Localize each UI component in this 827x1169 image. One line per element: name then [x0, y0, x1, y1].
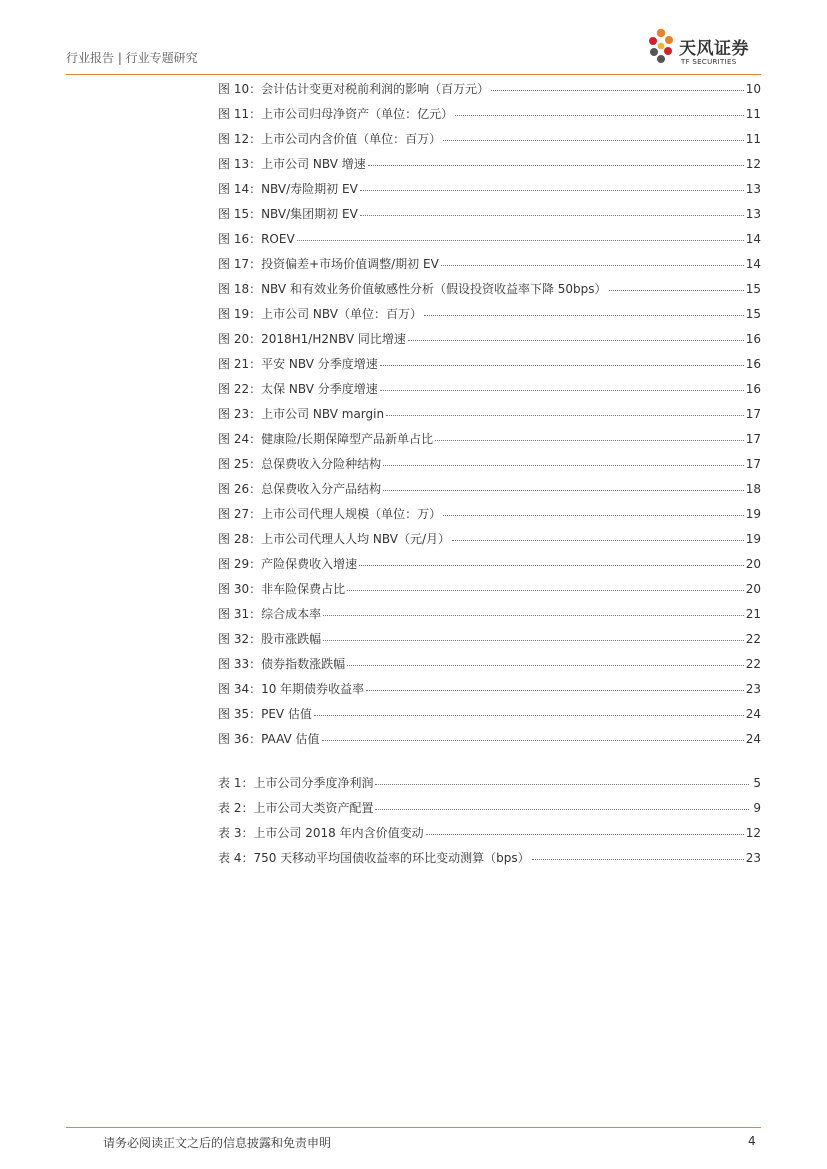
entry-page-number: 9	[753, 800, 761, 815]
dot-leader	[426, 834, 744, 835]
dot-leader	[443, 140, 744, 141]
entry-page-number: 19	[745, 506, 761, 521]
figure-index-entry[interactable]	[218, 176, 761, 201]
logo-text-en: TF SECURITIES	[681, 58, 737, 66]
figure-index-entry[interactable]	[218, 76, 761, 101]
entry-page-number: 11	[745, 131, 761, 146]
dot-leader	[443, 515, 744, 516]
dot-leader	[435, 440, 744, 441]
entry-title: 图 26：总保费收入分产品结构	[218, 482, 382, 496]
figure-index-entry[interactable]	[218, 576, 761, 601]
figure-index-entry[interactable]	[218, 126, 761, 151]
entry-page-number: 20	[745, 556, 761, 571]
entry-page-number: 18	[745, 481, 761, 496]
table-index-entry[interactable]	[218, 795, 761, 820]
entry-page-number: 23	[745, 850, 761, 865]
entry-page-number: 22	[745, 631, 761, 646]
logo-text-cn: 天风证券	[679, 39, 749, 59]
entry-title: 图 31：综合成本率	[218, 607, 322, 621]
dot-leader	[380, 390, 744, 391]
flower-logo-icon	[648, 26, 678, 72]
table-index-entry[interactable]	[218, 845, 761, 870]
entry-page-number: 21	[745, 606, 761, 621]
entry-title: 图 19：上市公司 NBV（单位：百万）	[218, 307, 422, 321]
figure-index-entry[interactable]	[218, 651, 761, 676]
entry-page-number: 14	[745, 231, 761, 246]
dot-leader	[297, 240, 744, 241]
dot-leader	[380, 365, 744, 366]
dot-leader	[375, 784, 749, 785]
company-logo	[648, 26, 762, 72]
dot-leader	[491, 90, 744, 91]
entry-title: 图 25：总保费收入分险种结构	[218, 457, 382, 471]
dot-leader	[323, 615, 744, 616]
figure-index-entry[interactable]	[218, 101, 761, 126]
entry-title: 图 23：上市公司 NBV margin	[218, 407, 385, 421]
entry-title: 表 4：750 天移动平均国债收益率的环比变动测算（bps）	[218, 851, 530, 865]
entry-title: 表 1：上市公司分季度净利润	[218, 776, 374, 790]
dot-leader	[323, 640, 744, 641]
dot-leader	[375, 809, 749, 810]
entry-page-number: 17	[745, 406, 761, 421]
entry-title: 表 3：上市公司 2018 年内含价值变动	[218, 826, 424, 840]
dot-leader	[347, 665, 744, 666]
figure-index-entry[interactable]	[218, 351, 761, 376]
entry-page-number: 24	[745, 706, 761, 721]
entry-page-number: 5	[753, 775, 761, 790]
dot-leader	[424, 315, 744, 316]
table-index-list	[218, 770, 761, 870]
entry-title: 图 29：产险保费收入增速	[218, 557, 358, 571]
figure-index-entry[interactable]	[218, 276, 761, 301]
entry-page-number: 12	[745, 825, 761, 840]
entry-title: 图 27：上市公司代理人规模（单位：万）	[218, 507, 442, 521]
entry-page-number: 15	[745, 281, 761, 296]
dot-leader	[322, 740, 744, 741]
figure-index-entry[interactable]	[218, 526, 761, 551]
entry-title: 图 32：股市涨跌幅	[218, 632, 322, 646]
entry-title: 图 16：ROEV	[218, 232, 295, 246]
entry-page-number: 24	[745, 731, 761, 746]
entry-page-number: 16	[745, 331, 761, 346]
figure-index-entry[interactable]	[218, 476, 761, 501]
header-divider	[66, 74, 761, 75]
entry-title: 图 24：健康险/长期保障型产品新单占比	[218, 432, 434, 446]
figure-index-entry[interactable]	[218, 626, 761, 651]
figure-index-list	[218, 76, 761, 751]
entry-page-number: 15	[745, 306, 761, 321]
entry-page-number: 17	[745, 431, 761, 446]
figure-index-entry[interactable]	[218, 501, 761, 526]
entry-page-number: 11	[745, 106, 761, 121]
figure-index-entry[interactable]	[218, 601, 761, 626]
dot-leader	[360, 215, 744, 216]
figure-index-entry[interactable]	[218, 301, 761, 326]
footer-disclaimer: 请务必阅读正文之后的信息披露和免责申明	[103, 1136, 332, 1150]
dot-leader	[452, 540, 744, 541]
entry-page-number: 14	[745, 256, 761, 271]
dot-leader	[408, 340, 744, 341]
entry-title: 图 28：上市公司代理人人均 NBV（元/月）	[218, 532, 450, 546]
entry-title: 图 10：会计估计变更对税前利润的影响（百万元）	[218, 82, 490, 96]
entry-title: 图 21：平安 NBV 分季度增速	[218, 357, 378, 371]
entry-page-number: 16	[745, 381, 761, 396]
page-number: 4	[748, 1134, 756, 1148]
dot-leader	[532, 859, 744, 860]
figure-index-entry[interactable]	[218, 226, 761, 251]
figure-index-entry[interactable]	[218, 376, 761, 401]
figure-index-entry[interactable]	[218, 326, 761, 351]
entry-title: 图 20：2018H1/H2NBV 同比增速	[218, 332, 406, 346]
entry-title: 图 22：太保 NBV 分季度增速	[218, 382, 378, 396]
entry-title: 表 2：上市公司大类资产配置	[218, 801, 374, 815]
figure-index-entry[interactable]	[218, 726, 761, 751]
dot-leader	[609, 290, 744, 291]
entry-page-number: 23	[745, 681, 761, 696]
figure-index-entry[interactable]	[218, 151, 761, 176]
dot-leader	[368, 165, 744, 166]
entry-title: 图 12：上市公司内含价值（单位：百万）	[218, 132, 442, 146]
entry-title: 图 18：NBV 和有效业务价值敏感性分析（假设投资收益率下降 50bps）	[218, 282, 607, 296]
entry-title: 图 11：上市公司归母净资产（单位：亿元）	[218, 107, 454, 121]
entry-page-number: 12	[745, 156, 761, 171]
entry-title: 图 34：10 年期债券收益率	[218, 682, 365, 696]
entry-title: 图 17：投资偏差+市场价值调整/期初 EV	[218, 257, 439, 271]
entry-page-number: 10	[745, 81, 761, 96]
entry-title: 图 30：非车险保费占比	[218, 582, 346, 596]
dot-leader	[360, 190, 744, 191]
entry-page-number: 17	[745, 456, 761, 471]
entry-title: 图 33：债券指数涨跌幅	[218, 657, 346, 671]
dot-leader	[386, 415, 744, 416]
table-index-entry[interactable]	[218, 770, 761, 795]
figure-index-entry[interactable]	[218, 251, 761, 276]
entry-page-number: 13	[745, 206, 761, 221]
entry-page-number: 13	[745, 181, 761, 196]
dot-leader	[455, 115, 744, 116]
entry-page-number: 16	[745, 356, 761, 371]
figure-index-entry[interactable]	[218, 551, 761, 576]
dot-leader	[347, 590, 744, 591]
dot-leader	[366, 690, 744, 691]
dot-leader	[441, 265, 744, 266]
entry-title: 图 35：PEV 估值	[218, 707, 312, 721]
table-index-entry[interactable]	[218, 820, 761, 845]
dot-leader	[314, 715, 744, 716]
entry-title: 图 36：PAAV 估值	[218, 732, 320, 746]
footer-divider	[66, 1127, 761, 1128]
entry-title: 图 14：NBV/寿险期初 EV	[218, 182, 358, 196]
entry-title: 图 15：NBV/集团期初 EV	[218, 207, 358, 221]
figure-index-entry[interactable]	[218, 676, 761, 701]
dot-leader	[383, 465, 744, 466]
entry-page-number: 19	[745, 531, 761, 546]
report-breadcrumb: 行业报告 | 行业专题研究	[66, 51, 198, 65]
entry-title: 图 13：上市公司 NBV 增速	[218, 157, 366, 171]
entry-page-number: 20	[745, 581, 761, 596]
figure-index-entry[interactable]	[218, 701, 761, 726]
dot-leader	[359, 565, 744, 566]
figure-index-entry[interactable]	[218, 201, 761, 226]
dot-leader	[383, 490, 744, 491]
entry-page-number: 22	[745, 656, 761, 671]
figure-index-entry[interactable]	[218, 451, 761, 476]
figure-index-entry[interactable]	[218, 401, 761, 426]
figure-index-entry[interactable]	[218, 426, 761, 451]
